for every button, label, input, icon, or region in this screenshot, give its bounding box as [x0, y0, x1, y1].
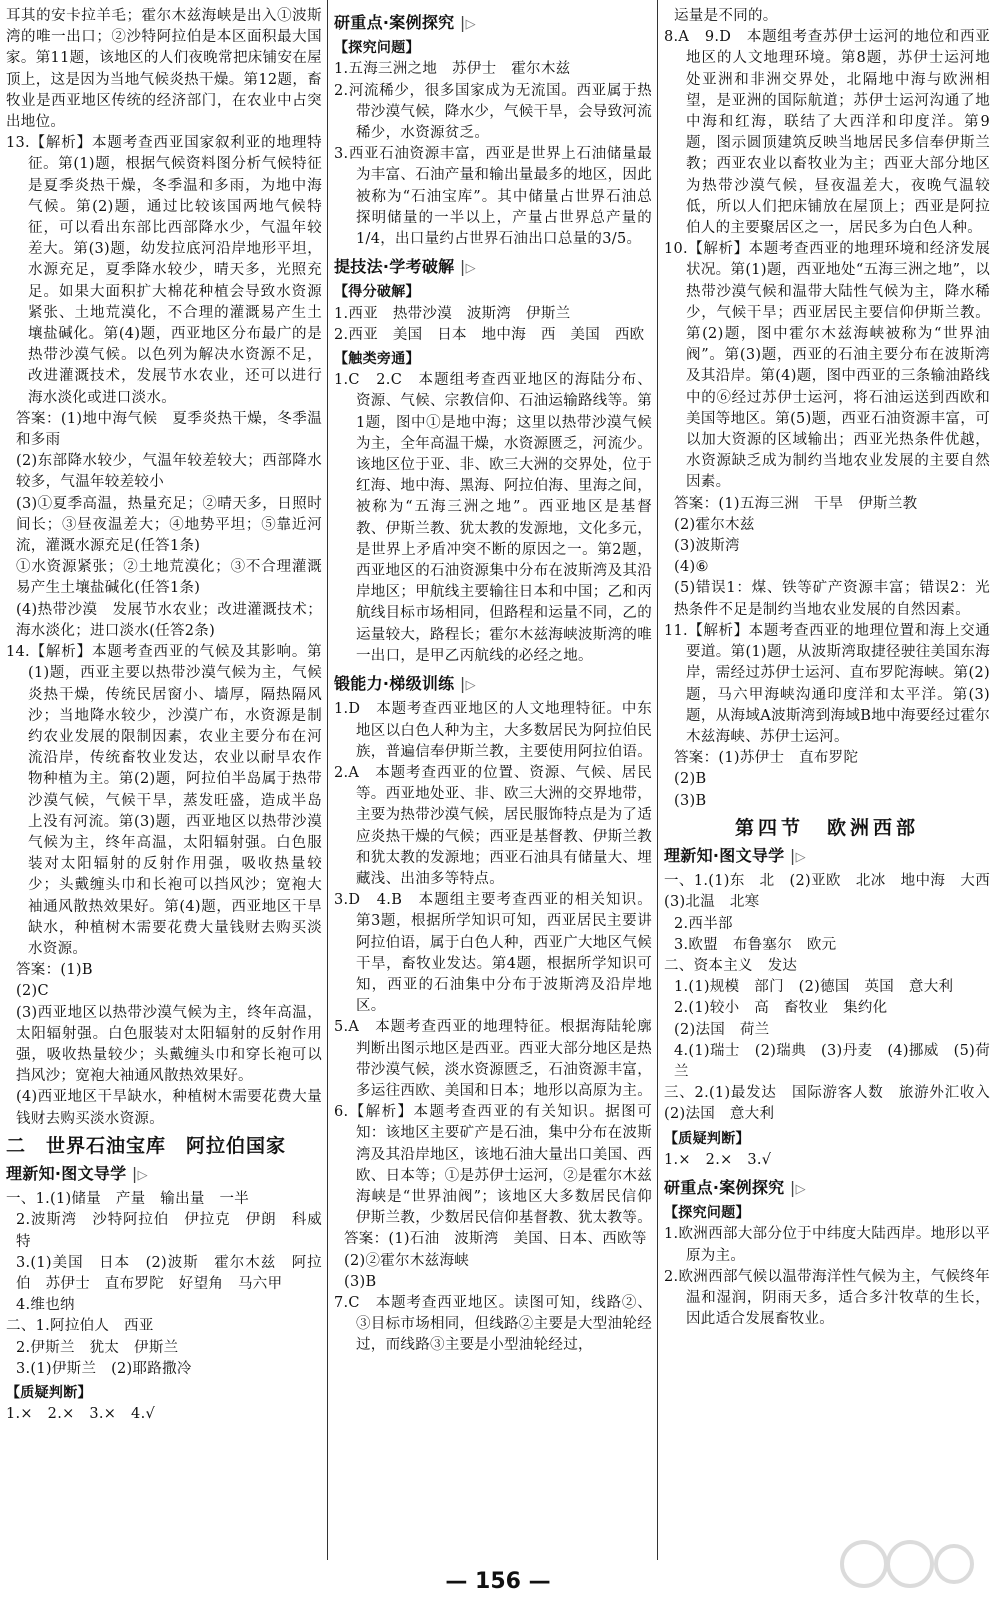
column-1 [6, 6, 322, 1556]
answer-block: 答案：(1)苏伊士 直布罗陀 (2)B (3)B [674, 750, 859, 809]
section-header-text: 研重点·案例探究 [664, 1177, 785, 1197]
arrow-right-icon: ▷ [795, 849, 806, 865]
chapter-title: 第四节 欧洲西部 [734, 816, 919, 839]
answer-block: 运量是不同的。 [674, 8, 778, 24]
question-answer: 13.【解析】本题考查西亚国家叙利亚的地理特征。第(1)题，根据气候资料图分析气候特征是夏季炎热干燥，冬季温和多雨，为地中海气候。第(2)题，通过比较该国两地气候特征，可以看出东部比西部降水少，气温年较差大。第(3)题，幼发拉底河沿岸地形平坦，水源充足，夏季降水较少，晴天多，光照充足。如果大面积扩大棉花种植会导致水资源紧张、土地荒漠化，不合理的灌溉易产生土壤盐碱化。第(4)题，西亚地区分布最广的是热带沙漠气候。以色列为解决水资源不足，改进灌溉技术，发展节水农业，还可以进行海水淡化或进口淡水。 [6, 135, 322, 406]
answer-block: 2.波斯湾 沙特阿拉伯 伊拉克 伊朗 科威特 3.(1)美国 日本 (2)波斯 霍尔木兹 阿拉伯 苏伊士 直布罗陀 好望角 马六甲 4.维也纳 [16, 1212, 322, 1314]
arrow-right-icon: ▷ [137, 1167, 148, 1183]
question-answer: 1.C 2.C 本题组考查西亚地区的海陆分布、资源、气候、宗教信仰、石油运输路线等。第1题，图中①是地中海；这里以热带沙漠气候为主，全年高温干燥，水资源匮乏，河流少。该地区位于亚、非、欧三大洲的交界处，位于红海、地中海、黑海、阿拉伯海、里海之间，被称为“五海三洲之地”。西亚地区是基督教、伊斯兰教、犹太教的发源地，文化多元，是世界上矛盾冲突不断的原因之一。第2题，西亚地区的石油资源集中分布在波斯湾及其沿岸地区；甲航线主要输往日本和中国；乙和丙航线目标市场相同，但路程和运量不同，乙的运量较大，路程长；霍尔木兹海峡波斯湾的唯一出口，是甲乙丙航线的必经之地。 [334, 372, 652, 664]
subsection-tag: 【质疑判断】 [6, 1385, 92, 1401]
answer-block: 1.(1)规模 部门 (2)德国 英国 意大利 2.(1)较小 高 畜牧业 集约化 (2)法国 荷兰 4.(1)瑞士 (2)瑞典 (3)丹麦 (4)挪威 (5)荷兰 [674, 979, 990, 1080]
paragraph: 耳其的安卡拉羊毛；霍尔木兹海峡是出入①波斯湾的唯一出口；②沙特阿拉伯是本区面积最大国家。第11题，该地区的人们夜晚常把床铺安在屋顶上，这是因为当地气候炎热干燥。第12题，畜牧业是西亚地区传统的经济部门，在农业中占突出地位。 [6, 8, 322, 131]
separator-bar-icon: | [454, 13, 466, 32]
separator-bar-icon: | [454, 257, 466, 277]
paragraph: 1.× 2.× 3.× 4.√ [6, 1406, 156, 1423]
subsection-tag: 【探究问题】 [334, 40, 420, 57]
question-answer: 5.A 本题考查西亚的地理特征。根据海陆轮廓判断出图示地区是西亚。西亚大部分地区是热带沙漠气候，淡水资源匮乏，石油资源丰富，多运往西欧、美国和日本；地形以高原为主。 [334, 1019, 652, 1099]
paragraph: 一、1.(1)储量 产量 输出量 一半 [6, 1191, 250, 1208]
section-header [664, 845, 990, 868]
answer-block: 答案：(1)B (2)C (3)西亚地区以热带沙漠气候为主，终年高温，太阳辐射强。白色服装对太阳辐射的反射作用强，吸收热量较少；头戴缠头巾和穿长袍可以挡风沙；宽袍大袖通风散热效果好。 (4)西亚地区干旱缺水，种植树木需要花费大量钱财去购买淡水资源。 [16, 962, 322, 1127]
answer-block: 答案：(1)石油 波斯湾 美国、日本、西欧等 (2)②霍尔木兹海峡 (3)B [344, 1231, 647, 1290]
page-number: — 156 — [445, 1569, 551, 1594]
arrow-right-icon: ▷ [465, 17, 476, 32]
arrow-right-icon: ▷ [465, 261, 476, 277]
subsection-tag: 【触类旁通】 [334, 351, 420, 368]
question-answer: 7.C 本题考查西亚地区。读图可知，线路②、③目标市场相同，但线路②主要是大型油轮经过，而线路③主要是小型油轮经过， [334, 1294, 652, 1354]
subsection-tag: 【质疑判断】 [664, 1130, 750, 1147]
column-3 [664, 6, 990, 1556]
section-header [334, 673, 652, 696]
separator-bar-icon: | [784, 1177, 796, 1197]
column-2 [334, 6, 652, 1556]
question-answer: 14.【解析】本题考查西亚的气候及其影响。第(1)题，西亚主要以热带沙漠气候为主，气候炎热干燥，传统民居窗小、墙厚，隔热隔风沙；当地降水较少，沙漠广布，水资源是制约农业发展的限制因素，农业主要分布在河流沿岸，传统畜牧业发达，农业以耐旱农作物种植为主。第(2)题，阿拉伯半岛属于热带沙漠气候，气候干旱，蒸发旺盛，造成半岛上没有河流。第(3)题，西亚地区以热带沙漠气候为主，终年高温，太阳辐射强。白色服装对太阳辐射的反射作用强，吸收热量较少；头戴缠头巾和长袍可以挡风沙；宽袍大袖通风散热效果好。第(4)题，西亚地区干旱缺水，种植树木需要花费大量钱财去购买淡水资源。 [6, 644, 322, 957]
question-answer: 3.西亚石油资源丰富，西亚是世界上石油储量最为丰富、石油产量和输出量最多的地区，因此被称为“石油宝库”。其中储量占世界石油总探明储量的一半以上，产量占世界总产量的1/4，出口量约占世界石油出口总量的3/5。 [334, 146, 652, 248]
section-header-text: 理新知·图文导学 [6, 1163, 127, 1183]
separator-bar-icon: | [784, 845, 796, 865]
arrow-right-icon: ▷ [465, 678, 476, 694]
section-header-text: 研重点·案例探究 [334, 13, 455, 32]
question-answer: 10.【解析】本题考查西亚的地理环境和经济发展状况。第(1)题，西亚地处“五海三洲之地”，以热带沙漠气候和温带大陆性气候为主，降水稀少，气候干旱；西亚居民主要信仰伊斯兰教。第(2)题，图中霍尔木兹海峡被称为“世界油阀”。第(3)题，西亚的石油主要分布在波斯湾及其沿岸。第(4)题，图中西亚的三条输油路线中的⑥经过苏伊士运河，将石油运送到西欧和美国等地区。第(5)题，西亚石油资源丰富，可以加大资源的区域输出；西亚光热条件优越，水资源缺乏成为制约当地农业发展的主要自然因素。 [664, 241, 990, 491]
paragraph: 二、1.阿拉伯人 西亚 [6, 1318, 154, 1335]
question-answer: 1.欧洲西部大部分位于中纬度大陆西岸。地形以平原为主。 [664, 1226, 990, 1264]
arrow-right-icon: ▷ [795, 1181, 806, 1197]
question-answer: 1.D 本题考查西亚地区的人文地理特征。中东地区以白色人种为主，大多数居民为阿拉伯民族，普遍信奉伊斯兰教，主要使用阿拉伯语。 [334, 701, 652, 760]
subsection-tag: 【得分破解】 [334, 284, 420, 301]
question-answer: 11.【解析】本题考查西亚的地理位置和海上交通要道。第(1)题，从波斯湾取捷径驶往美国东海岸，需经过苏伊士运河、直布罗陀海峡。第(2)题，马六甲海峡沟通印度洋和太平洋。第(3)题，从海域A波斯湾到海域B地中海要经过霍尔木兹海峡、苏伊士运河。 [664, 622, 990, 745]
question-answer: 1.西亚 热带沙漠 波斯湾 伊斯兰 [334, 305, 571, 322]
chapter-title: 二 世界石油宝库 阿拉伯国家 [6, 1134, 287, 1157]
question-answer: 2.欧洲西部气候以温带海洋性气候为主，气候终年温和湿润，阴雨天多，适合多汁牧草的生长，因此适合发展畜牧业。 [664, 1268, 990, 1328]
question-answer: 1.五海三洲之地 苏伊士 霍尔木兹 [334, 61, 571, 78]
separator-bar-icon: | [454, 674, 466, 694]
answer-block: 2.西半部 3.欧盟 布鲁塞尔 欧元 [674, 915, 837, 953]
separator-bar-icon: | [126, 1163, 138, 1183]
answer-block: 2.伊斯兰 犹太 伊斯兰 3.(1)伊斯兰 (2)耶路撒冷 [16, 1339, 192, 1377]
column-divider [657, 0, 658, 1560]
subsection-tag: 【探究问题】 [664, 1205, 750, 1222]
section-header [334, 12, 652, 35]
section-header-text: 提技法·学考破解 [334, 257, 455, 277]
section-header-text: 锻能力·梯级训练 [334, 674, 455, 694]
paragraph: 三、2.(1)最发达 国际游客人数 旅游外汇收入 (2)法国 意大利 [664, 1085, 990, 1123]
section-header [334, 256, 652, 279]
question-answer: 2.西亚 美国 日本 地中海 西 美国 西欧 [334, 326, 645, 343]
answer-block: 答案：(1)地中海气候 夏季炎热干燥，冬季温和多雨 (2)东部降水较少，气温年较差较大；西部降水较多，气温年较差较小 (3)①夏季高温，热量充足；②晴天多，日照时间长；③昼夜温差大；④地势平坦；⑤靠近河流，灌溉水源充足(任答1条) ①水资源紧张；②土地荒漠化；③不合理灌溉易产生土壤盐碱化(任答1条) (4)热带沙漠 发展节水农业；改进灌溉技术；海水淡化；进口淡水(任答2条) [16, 410, 322, 639]
paragraph: 一、1.(1)东 北 (2)亚欧 北冰 地中海 大西 (3)北温 北寒 [664, 873, 990, 911]
section-header-text: 理新知·图文导学 [664, 845, 785, 865]
section-header [6, 1163, 322, 1186]
answer-block: 答案：(1)五海三洲 干旱 伊斯兰教 (2)霍尔木兹 (3)波斯湾 (4)⑥ (5)错误1：煤、铁等矿产资源丰富；错误2：光热条件不足是制约当地农业发展的自然因素。 [674, 495, 990, 618]
question-answer: 6.【解析】本题考查西亚的有关知识。据图可知：该地区主要矿产是石油，集中分布在波斯湾及其沿岸地区，该地石油大量出口美国、西欧、日本等；①是苏伊士运河，②是霍尔木兹海峡是“世界油阀”；该地区大多数居民信仰伊斯兰教，少数居民信仰基督教、犹太教等。 [334, 1104, 652, 1227]
paragraph: 二、资本主义 发达 [664, 957, 798, 974]
paragraph: 1.× 2.× 3.√ [664, 1151, 772, 1168]
question-answer: 3.D 4.B 本题组主要考查西亚的相关知识。第3题，根据所学知识可知，西亚居民主要讲阿拉伯语，属于白色人种，西亚广大地区气候干旱，畜牧业发达。第4题，根据所学知识可知，西亚的石油集中分布于波斯湾及沿岸地区。 [334, 892, 652, 1015]
question-answer: 2.河流稀少，很多国家成为无流国。西亚属于热带沙漠气候，降水少，气候干旱，会导致河流稀少，水资源贫乏。 [334, 82, 652, 142]
section-header [664, 1177, 990, 1200]
column-divider [327, 0, 328, 1560]
question-answer: 8.A 9.D 本题组考查苏伊士运河的地位和西亚地区的人文地理环境。第8题，苏伊士运河地处亚洲和非洲交界处，北隔地中海与欧洲相望，是亚洲的国际航道；苏伊士运河沟通了地中海和红海，联结了大西洋和印度洋。第9题，图示圆顶建筑反映当地居民多信奉伊斯兰教；西亚农业以畜牧业为主；西亚大部分地区为热带沙漠气候，昼夜温差大，夜晚气温较低，所以人们把床铺放在屋顶上；西亚是阿拉伯人的主要聚居区之一，居民多为白色人种。 [664, 29, 990, 237]
question-answer: 2.A 本题考查西亚的位置、资源、气候、居民等。西亚地处亚、非、欧三大洲的交界地带，主要为热带沙漠气候，居民服饰特点是为了适应炎热干燥的气候；西亚是基督教、伊斯兰教和犹太教的发源地；西亚石油具有储量大、埋藏浅、出油多等特点。 [334, 764, 652, 887]
